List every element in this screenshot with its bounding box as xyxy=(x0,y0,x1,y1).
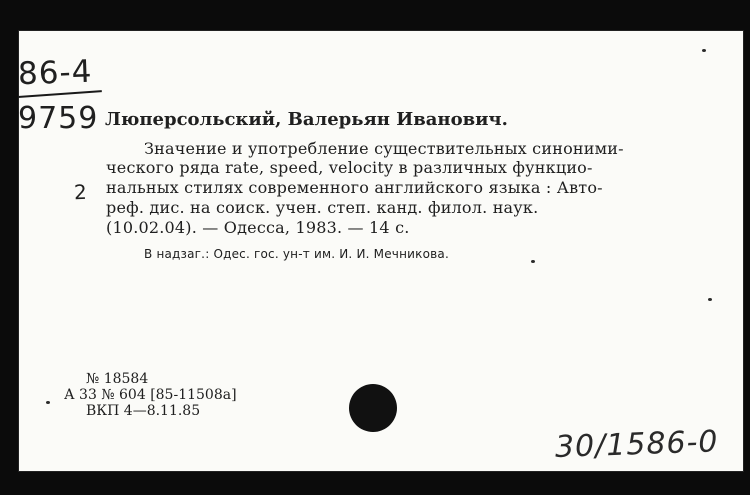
scan-speck xyxy=(702,49,706,52)
description-line-4: реф. дис. на соиск. учен. степ. канд. филол. наук. xyxy=(106,198,539,217)
description-line-5: (10.02.04). — Одесса, 1983. — 14 с. xyxy=(106,218,410,237)
description-line-2: ческого ряда rate, speed, velocity в различных функцио- xyxy=(106,158,593,177)
description-line-1: Значение и употребление существительных синоними- xyxy=(144,139,624,158)
scan-speck xyxy=(708,298,712,301)
author-name: Люперсольский, Валерьян Иванович. xyxy=(105,109,508,130)
call-number-top: 86-4 xyxy=(17,53,93,93)
classification-number: ВКП 4—8.11.85 xyxy=(86,403,201,419)
scan-speck xyxy=(46,401,50,404)
accession-number: № 18584 xyxy=(86,371,149,387)
punched-hole-stamp xyxy=(349,384,397,432)
publisher-note: В надзаг.: Одес. гос. ун-т им. И. И. Мечникова. xyxy=(144,247,449,261)
scan-speck xyxy=(531,260,535,263)
handwritten-margin-mark: 2 xyxy=(73,179,88,205)
bibliographic-record: А 33 № 604 [85-11508а] xyxy=(64,387,237,403)
call-number-bottom: 9759 xyxy=(18,101,99,136)
description-line-3: нальных стилях современного английского языка : Авто- xyxy=(106,178,603,197)
handwritten-number: 30/1586-0 xyxy=(554,424,720,465)
